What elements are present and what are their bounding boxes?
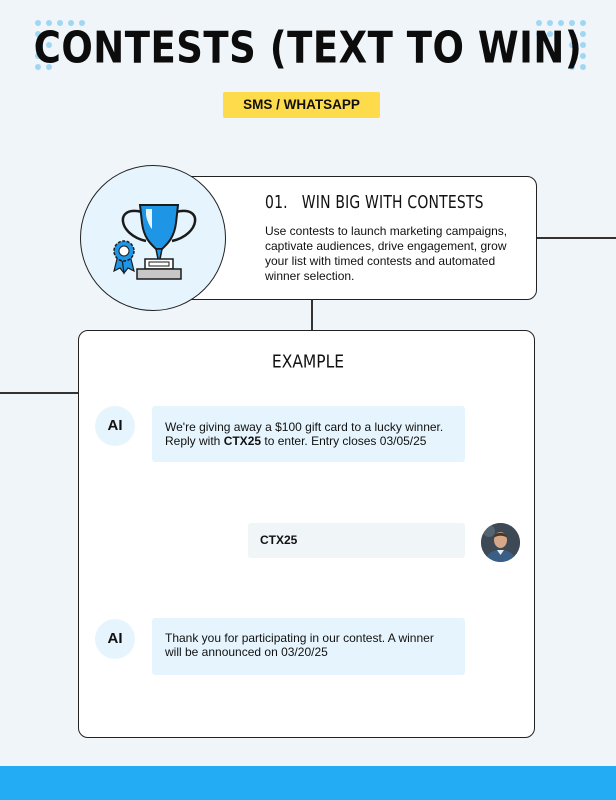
message-line: Reply with CTX25 to enter. Entry closes 03/05/25 [165, 433, 427, 448]
ai-message-bubble [152, 406, 465, 462]
message-line: We're giving away a $100 gift card to a lucky winner. [165, 420, 444, 434]
user-message-text: CTX25 [260, 533, 298, 547]
channel-badge: SMS / WHATSAPP [223, 92, 380, 118]
ai-avatar: AI [95, 619, 135, 659]
message-line: will be announced on 03/20/25 [165, 644, 328, 659]
feature-description: Use contests to launch marketing campaigns, captivate audiences, drive engagement, grow your list with timed contests and automated winner selection. [265, 224, 508, 283]
connector-line-middle [311, 300, 313, 330]
user-avatar [481, 523, 520, 562]
user-photo-icon [481, 523, 520, 562]
contest-code: CTX25 [223, 433, 262, 448]
example-title: EXAMPLE [271, 351, 345, 373]
connector-line-left [0, 392, 78, 394]
message-line: Thank you for participating in our contest. A winner [165, 631, 434, 645]
trophy-icon-circle [80, 165, 226, 311]
connector-line-right [537, 237, 616, 239]
footer-bar [0, 766, 616, 800]
user-message-bubble [248, 523, 465, 558]
trophy-icon [80, 165, 226, 311]
feature-number: 01. [265, 192, 288, 213]
feature-title [265, 192, 484, 213]
feature-title-text: WIN BIG WITH CONTESTS [301, 192, 484, 213]
ai-avatar: AI [95, 406, 135, 446]
ai-message-bubble [152, 618, 465, 675]
page-title: CONTESTS (TEXT TO WIN) [33, 22, 583, 73]
